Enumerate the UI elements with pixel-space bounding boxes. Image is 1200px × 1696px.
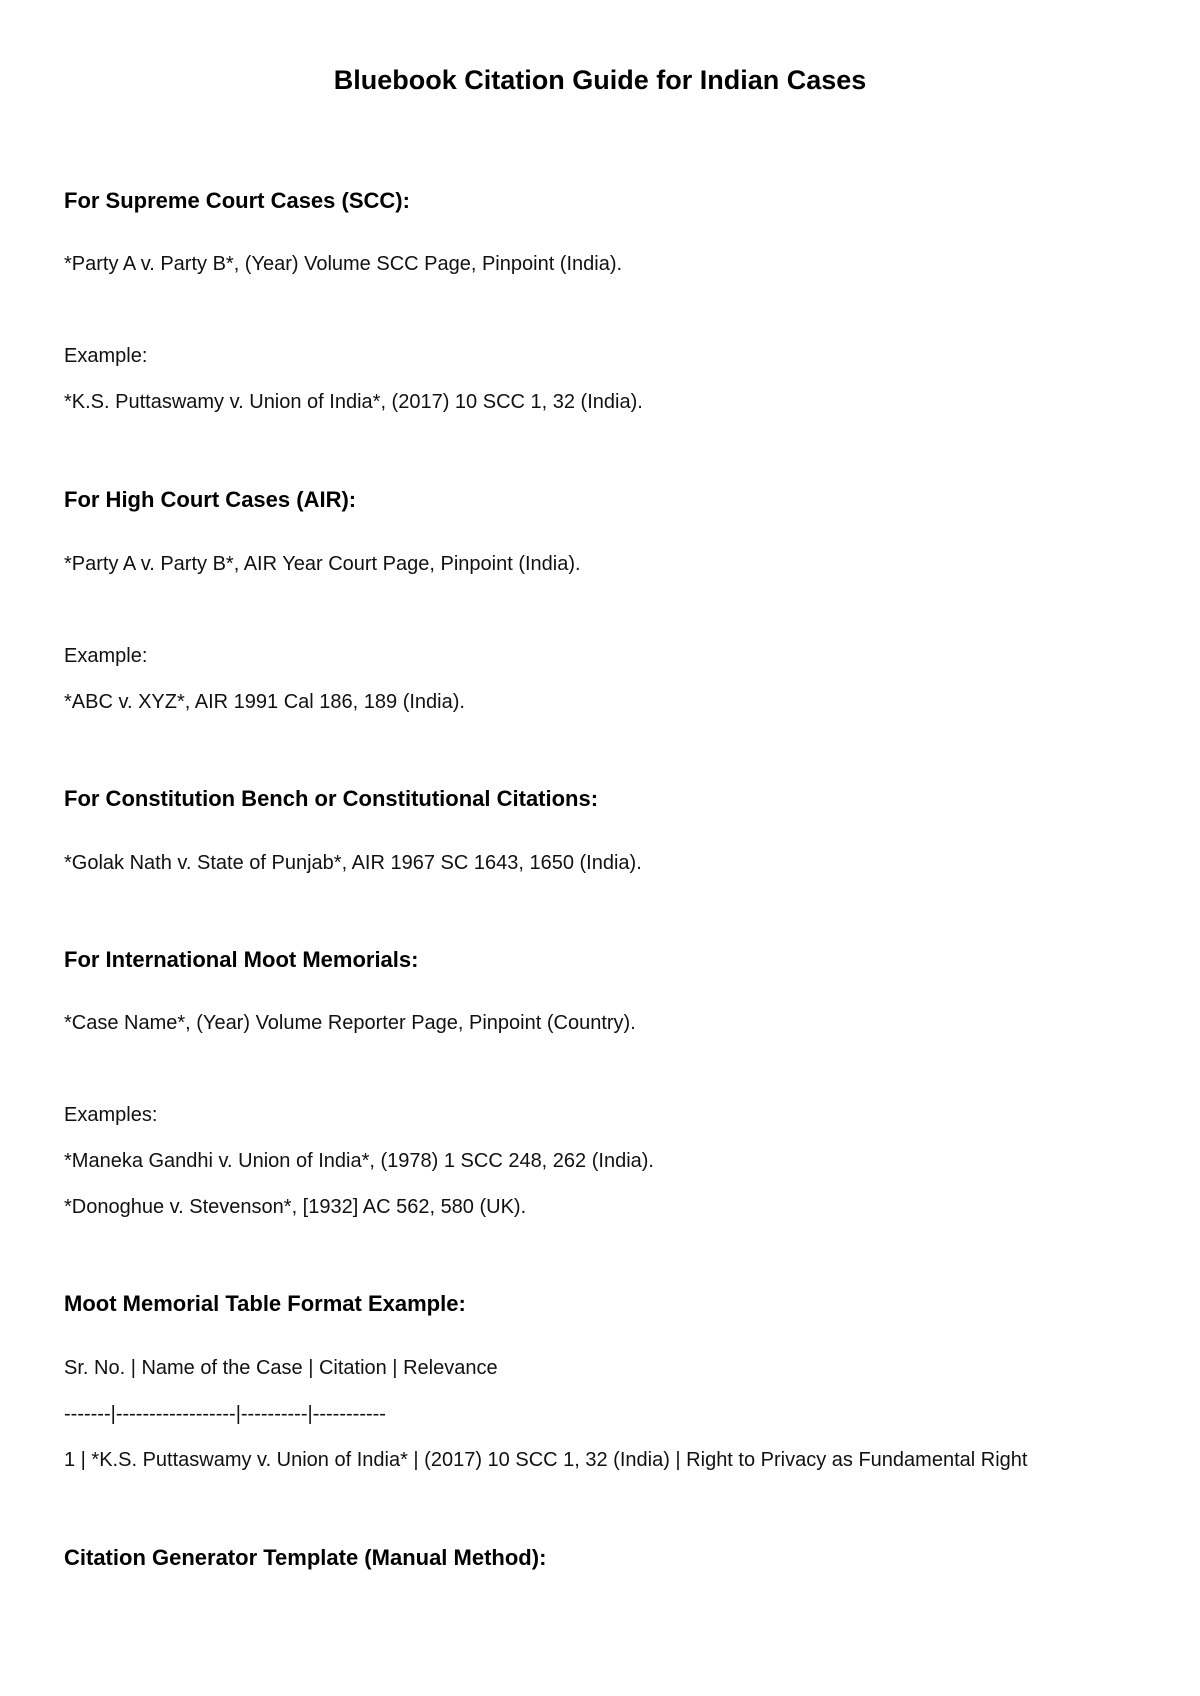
air-heading: For High Court Cases (AIR): [64,487,357,512]
table-separator-row: -------|------------------|----------|----------- [64,1403,386,1425]
scc-heading: For Supreme Court Cases (SCC): [64,188,410,213]
international-example-1: *Maneka Gandhi v. Union of India*, (1978) 1 SCC 248, 262 (India). [64,1150,654,1172]
air-example-label: Example: [64,645,148,667]
page-title: Bluebook Citation Guide for Indian Cases [333,65,867,95]
table-heading: Moot Memorial Table Format Example: [64,1291,466,1316]
table-header-row: Sr. No. | Name of the Case | Citation | Relevance [64,1357,498,1379]
constitution-heading: For Constitution Bench or Constitutional Citations: [64,786,599,811]
air-format: *Party A v. Party B*, AIR Year Court Page, Pinpoint (India). [64,553,581,575]
international-format: *Case Name*, (Year) Volume Reporter Page, Pinpoint (Country). [64,1012,636,1034]
air-example: *ABC v. XYZ*, AIR 1991 Cal 186, 189 (India). [64,691,465,713]
scc-example: *K.S. Puttaswamy v. Union of India*, (2017) 10 SCC 1, 32 (India). [64,391,643,413]
table-data-row: 1 | *K.S. Puttaswamy v. Union of India* | (2017) 10 SCC 1, 32 (India) | Right to Privacy as Fundamental Right [64,1449,1028,1471]
scc-example-label: Example: [64,345,148,367]
international-examples-label: Examples: [64,1104,158,1126]
international-example-2: *Donoghue v. Stevenson*, [1932] AC 562, 580 (UK). [64,1196,527,1218]
constitution-example: *Golak Nath v. State of Punjab*, AIR 1967 SC 1643, 1650 (India). [64,852,642,874]
scc-format: *Party A v. Party B*, (Year) Volume SCC Page, Pinpoint (India). [64,253,623,275]
international-heading: For International Moot Memorials: [64,947,419,972]
generator-heading: Citation Generator Template (Manual Method): [64,1545,547,1570]
